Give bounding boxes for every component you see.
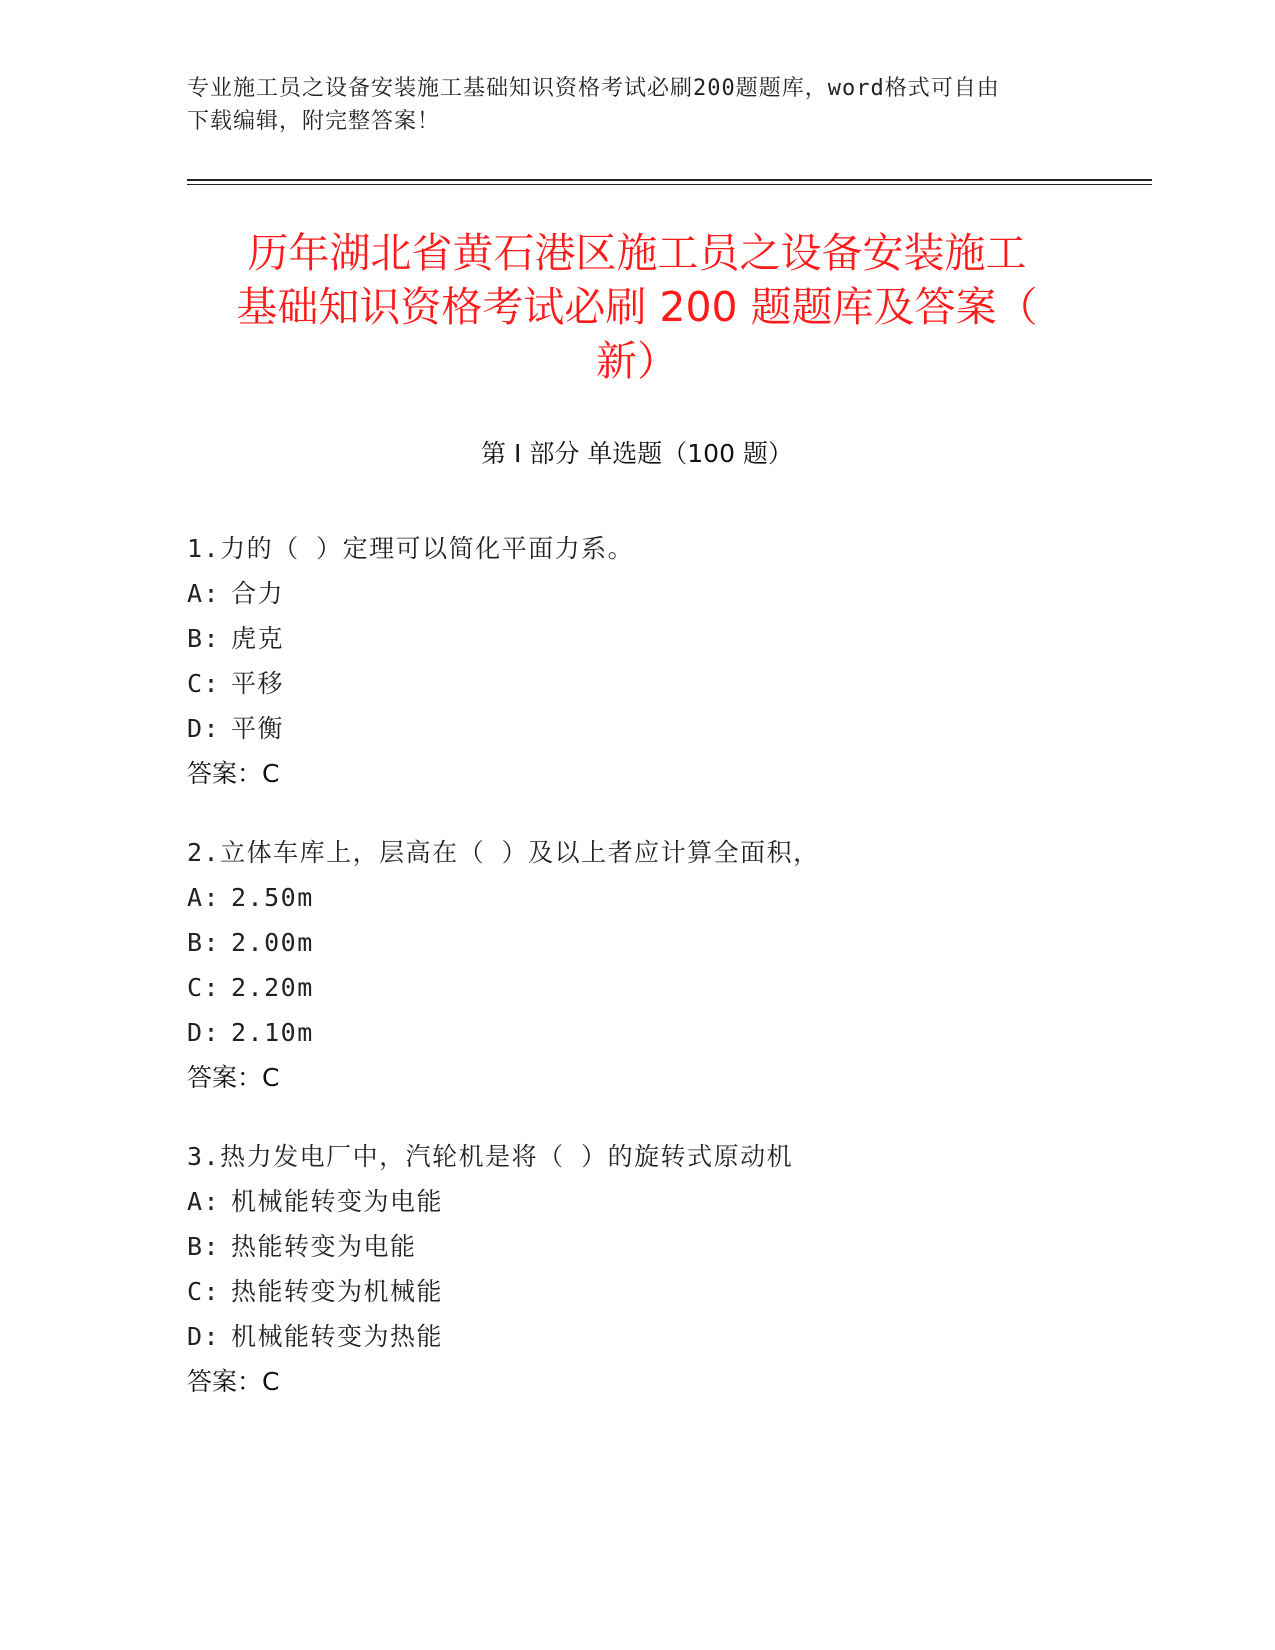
option-letter: D: <box>187 1018 221 1047</box>
option-d <box>187 706 1087 751</box>
option-letter: D: <box>187 1322 221 1351</box>
option-text: 平衡 <box>231 714 285 743</box>
option-a <box>187 875 1087 920</box>
option-letter: B: <box>187 624 221 653</box>
option-letter: B: <box>187 928 221 957</box>
question-2 <box>187 830 1087 1100</box>
option-c <box>187 965 1087 1010</box>
option-a <box>187 571 1087 616</box>
option-b <box>187 1224 1087 1269</box>
option-letter: B: <box>187 1232 221 1261</box>
answer: 答案：C <box>187 1367 280 1396</box>
option-b <box>187 616 1087 661</box>
option-letter: C: <box>187 669 221 698</box>
section-heading: 第 I 部分 单选题（100 题） <box>481 439 793 468</box>
option-letter: C: <box>187 973 221 1002</box>
question-3 <box>187 1134 1087 1404</box>
option-letter: A: <box>187 1187 221 1216</box>
option-d <box>187 1010 1087 1055</box>
option-b <box>187 920 1087 965</box>
option-c <box>187 1269 1087 1314</box>
option-text: 2.20m <box>231 973 314 1002</box>
header-note <box>187 72 1067 138</box>
document-title <box>187 226 1087 388</box>
option-text: 平移 <box>231 669 285 698</box>
header-note-line-1: 专业施工员之设备安装施工基础知识资格考试必刷200题题库，word格式可自由 <box>187 76 1000 101</box>
option-text: 2.00m <box>231 928 314 957</box>
option-letter: A: <box>187 883 221 912</box>
header-note-line-2: 下载编辑，附完整答案！ <box>187 109 441 134</box>
option-a <box>187 1179 1087 1224</box>
header-divider <box>187 179 1152 185</box>
document-title-line-3: 新） <box>596 337 678 385</box>
answer: 答案：C <box>187 759 280 788</box>
question-list <box>187 526 1087 1438</box>
option-letter: A: <box>187 579 221 608</box>
option-text: 2.10m <box>231 1018 314 1047</box>
option-text: 热能转变为机械能 <box>231 1277 444 1306</box>
option-text: 虎克 <box>231 624 285 653</box>
option-letter: D: <box>187 714 221 743</box>
question-1 <box>187 526 1087 796</box>
option-d <box>187 1314 1087 1359</box>
document-title-line-1: 历年湖北省黄石港区施工员之设备安装施工 <box>247 229 1027 277</box>
option-text: 机械能转变为热能 <box>231 1322 444 1351</box>
option-text: 合力 <box>231 579 285 608</box>
option-text: 机械能转变为电能 <box>231 1187 444 1216</box>
document-title-line-2: 基础知识资格考试必刷 200 题题库及答案（ <box>236 283 1038 331</box>
option-text: 热能转变为电能 <box>231 1232 417 1261</box>
question-stem: 2.立体车库上，层高在（ ）及以上者应计算全面积， <box>187 838 820 867</box>
option-text: 2.50m <box>231 883 314 912</box>
answer: 答案：C <box>187 1063 280 1092</box>
question-stem: 3.热力发电厂中，汽轮机是将（ ）的旋转式原动机 <box>187 1142 794 1171</box>
question-stem: 1.力的（ ）定理可以简化平面力系。 <box>187 534 635 563</box>
option-c <box>187 661 1087 706</box>
option-letter: C: <box>187 1277 221 1306</box>
